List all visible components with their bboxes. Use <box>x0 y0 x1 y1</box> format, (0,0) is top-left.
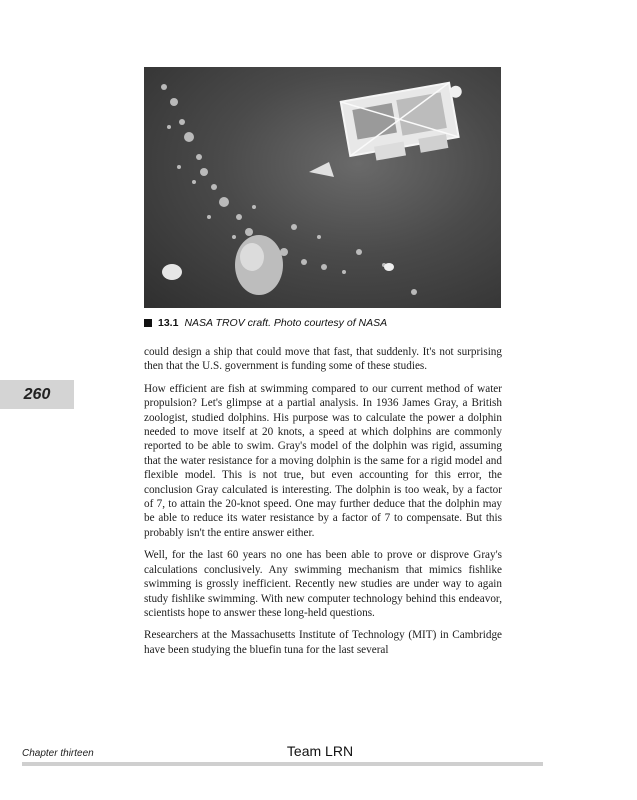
caption-square-icon <box>144 319 152 327</box>
paragraph: Researchers at the Massachusetts Institute of Technology (MIT) in Cambridge have been studying the bluefin tuna for the last several <box>144 629 502 656</box>
paragraph: Well, for the last 60 years no one has been able to prove or disprove Gray's calculations conclusively. Any swimming mechanism that mimics fishlike swimming is grossly inefficient. Recently new studies are under way to again study fishlike swimming. With new computer technology behind this endeavor, scientists hope to answer these long-held questions. <box>144 549 502 619</box>
figure-caption <box>144 317 504 329</box>
body-text <box>144 345 502 665</box>
paragraph: How efficient are fish at swimming compared to our current method of water propulsion? Let's glimpse at a partial analysis. In 1936 James Gray, a British zoologist, studied dolphins. His purpose was to calculate the power a dolphin needed to move itself at 20 knots, a speed at which dolphins are commonly reported to be able to swim. Gray's model of the dolphin was rigid, assuming that the water resistance for a moving dolphin is the same for a rigid model and flexible model. This is not true, but even accounting for this error, the conclusion Gray calculated is interesting. The dolphin is too weak, by a factor of 7, to attain the 20-knot speed. One may further deduce that the dolphin may be able to reduce its water resistance by a factor of 7 to compensate. But this probably isn't the entire answer either. <box>144 382 502 539</box>
footer-watermark: Team LRN <box>286 743 354 759</box>
nasa-trov-photo <box>144 67 501 308</box>
paragraph: could design a ship that could move that fast, that suddenly. It's not surprising then that the U.S. government is funding some of these studies. <box>144 346 502 373</box>
chapter-label: Chapter thirteen <box>22 748 94 759</box>
caption-text: NASA TROV craft. Photo courtesy of NASA <box>184 317 388 329</box>
page-number-tab <box>0 380 74 409</box>
footer-divider <box>22 762 543 766</box>
page-number: 260 <box>23 385 51 403</box>
underwater-scene-illustration <box>144 67 501 308</box>
figure-number: 13.1 <box>158 317 179 329</box>
